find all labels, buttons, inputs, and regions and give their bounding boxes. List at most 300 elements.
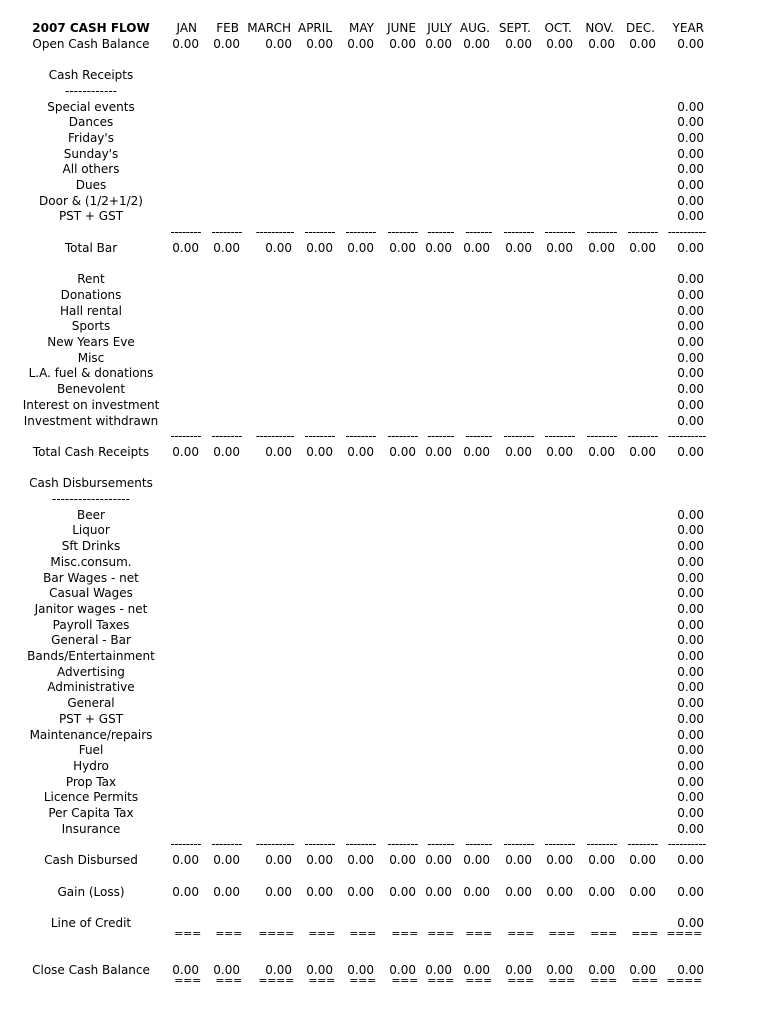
year-value: 0.00: [677, 915, 704, 930]
double-rule: ===: [174, 926, 201, 940]
table-row: [0, 130, 768, 146]
dash-rule: --------: [627, 837, 658, 852]
dash-rule: -------: [427, 837, 454, 852]
double-rule: ===: [349, 926, 376, 940]
dash-rule: --------: [345, 837, 376, 852]
blank-row: [0, 256, 768, 272]
row-label: Rent: [77, 272, 105, 287]
year-value: 0.00: [677, 99, 704, 114]
row-label: Bar Wages - net: [43, 570, 139, 585]
month-value: 0.00: [505, 884, 532, 899]
row-label: Investment withdrawn: [23, 413, 159, 428]
double-rule: ===: [308, 973, 335, 987]
table-row: [0, 570, 768, 586]
month-value: 0.00: [588, 853, 615, 868]
dash-rule: ----------: [255, 837, 294, 852]
month-header: JUNE: [387, 21, 416, 35]
month-header: FEB: [216, 21, 239, 35]
month-value: 0.00: [265, 444, 292, 459]
dash-rule: --------: [170, 225, 201, 240]
table-row: [0, 318, 768, 334]
month-value: 0.00: [425, 884, 452, 899]
table-row: [0, 208, 768, 224]
month-value: 0.00: [425, 963, 452, 977]
table-row: [0, 742, 768, 758]
month-value: 0.00: [425, 36, 452, 51]
row-label: Close Cash Balance: [32, 963, 150, 977]
table-row: [0, 36, 768, 52]
double-rule: ====: [258, 926, 294, 940]
month-value: 0.00: [389, 963, 416, 977]
table-row: [0, 240, 768, 256]
year-value: 0.00: [677, 664, 704, 679]
row-label: Administrative: [47, 680, 135, 695]
row-label: Licence Permits: [43, 790, 139, 805]
year-value: 0.00: [677, 774, 704, 789]
row-label: General - Bar: [51, 633, 131, 648]
month-value: 0.00: [306, 963, 333, 977]
row-label: New Years Eve: [47, 335, 135, 349]
double-rule: ===: [391, 926, 418, 940]
row-label: Payroll Taxes: [52, 617, 130, 632]
month-value: 0.00: [172, 36, 199, 51]
dash-rule: --------: [170, 837, 201, 852]
table-row: [0, 679, 768, 695]
row-label: Special events: [47, 99, 135, 114]
row-label: Misc.consum.: [50, 554, 132, 569]
row-label: Hall rental: [60, 303, 122, 318]
double-rule: ===: [174, 973, 201, 987]
row-label: Prop Tax: [65, 774, 117, 789]
row-label: Total Bar: [64, 240, 118, 255]
table-row: [0, 601, 768, 617]
double-rule: ===: [590, 926, 617, 940]
table-row: [0, 695, 768, 711]
year-value: 0.00: [677, 853, 704, 868]
month-value: 0.00: [505, 963, 532, 977]
row-label: Fuel: [78, 743, 104, 758]
month-header: JULY: [427, 21, 452, 35]
row-label: L.A. fuel & donations: [28, 366, 154, 381]
row-label: Total Cash Receipts: [32, 444, 150, 459]
table-row: [0, 114, 768, 130]
month-value: 0.00: [347, 853, 374, 868]
row-label: ------------------: [52, 492, 130, 506]
dash-rule: --------: [211, 225, 242, 240]
month-value: 0.00: [588, 36, 615, 51]
subtotal-rule: [0, 428, 768, 444]
year-value: 0.00: [677, 287, 704, 302]
year-value: 0.00: [677, 413, 704, 428]
double-rule: ===: [215, 926, 242, 940]
dash-rule: ----------: [255, 225, 294, 240]
dash-rule: --------: [544, 429, 575, 444]
row-label: Cash Disbursements: [29, 476, 153, 491]
double-rule: ===: [590, 973, 617, 987]
double-rule: ===: [465, 926, 492, 940]
row-label: Janitor wages - net: [34, 601, 148, 616]
month-value: 0.00: [629, 444, 656, 459]
dash-rule: --------: [211, 837, 242, 852]
year-value: 0.00: [677, 711, 704, 726]
month-value: 0.00: [588, 444, 615, 459]
year-value: 0.00: [677, 743, 704, 758]
row-label: General: [67, 696, 115, 711]
table-row: [0, 585, 768, 601]
year-value: 0.00: [677, 790, 704, 805]
table-row: [0, 350, 768, 366]
row-label: PST + GST: [58, 711, 124, 726]
dash-rule: -------: [427, 225, 454, 240]
month-value: 0.00: [306, 853, 333, 868]
double-rule: ====: [666, 973, 702, 987]
year-value: 0.00: [677, 586, 704, 601]
month-header: DEC.: [625, 21, 655, 35]
year-value: 0.00: [677, 130, 704, 145]
sheet-title: 2007 CASH FLOW: [32, 21, 150, 35]
row-label: Sunday's: [63, 146, 119, 161]
month-value: 0.00: [546, 884, 573, 899]
total-rule: [0, 973, 768, 989]
year-header: YEAR: [672, 21, 704, 35]
month-value: 0.00: [463, 240, 490, 255]
table-row: [0, 413, 768, 429]
table-row: [0, 884, 768, 900]
dash-rule: --------: [304, 429, 335, 444]
table-row: [0, 648, 768, 664]
month-value: 0.00: [588, 240, 615, 255]
table-row: [0, 805, 768, 821]
table-row: [0, 821, 768, 837]
year-value: 0.00: [677, 397, 704, 412]
month-value: 0.00: [347, 884, 374, 899]
double-rule: ===: [391, 973, 418, 987]
year-value: 0.00: [677, 601, 704, 616]
table-row: [0, 444, 768, 460]
subtotal-rule: [0, 224, 768, 240]
year-value: 0.00: [677, 649, 704, 663]
month-value: 0.00: [505, 240, 532, 255]
year-value: 0.00: [677, 617, 704, 632]
month-header: APRIL: [297, 21, 332, 35]
double-rule: ===: [427, 926, 454, 940]
table-row: [0, 774, 768, 790]
dash-rule: --------: [503, 429, 534, 444]
table-row: [0, 161, 768, 177]
table-row: [0, 758, 768, 774]
row-label: Advertising: [57, 664, 125, 679]
double-rule: ===: [548, 973, 575, 987]
row-label: Gain (Loss): [57, 884, 125, 899]
row-label: Cash Disbursed: [44, 853, 138, 868]
year-value: 0.00: [677, 680, 704, 695]
month-value: 0.00: [629, 884, 656, 899]
table-row: [0, 727, 768, 743]
year-value: 0.00: [677, 319, 704, 334]
dash-rule: --------: [387, 429, 418, 444]
blank-row: [0, 51, 768, 67]
year-value: 0.00: [677, 366, 704, 381]
table-row: [0, 664, 768, 680]
dash-rule: --------: [544, 837, 575, 852]
month-value: 0.00: [347, 240, 374, 255]
month-value: 0.00: [347, 36, 374, 51]
table-row: [0, 475, 768, 491]
row-label: PST + GST: [58, 209, 124, 224]
year-value: 0.00: [677, 36, 704, 51]
month-value: 0.00: [425, 444, 452, 459]
row-label: Beer: [77, 507, 105, 522]
month-value: 0.00: [347, 963, 374, 977]
row-label: Friday's: [68, 130, 114, 145]
month-value: 0.00: [213, 240, 240, 255]
month-value: 0.00: [425, 853, 452, 868]
dash-rule: ----------: [667, 429, 706, 444]
double-rule: ====: [666, 926, 702, 940]
year-value: 0.00: [677, 884, 704, 899]
month-value: 0.00: [172, 240, 199, 255]
dash-rule: --------: [387, 837, 418, 852]
row-label: Line of Credit: [50, 915, 132, 930]
table-row: [0, 789, 768, 805]
dash-rule: --------: [345, 429, 376, 444]
table-row: [0, 193, 768, 209]
month-value: 0.00: [347, 444, 374, 459]
month-value: 0.00: [265, 240, 292, 255]
dash-rule: --------: [503, 837, 534, 852]
month-value: 0.00: [306, 240, 333, 255]
row-label: Cash Receipts: [48, 68, 134, 83]
year-value: 0.00: [677, 444, 704, 459]
month-value: 0.00: [588, 884, 615, 899]
dash-rule: --------: [387, 225, 418, 240]
month-value: 0.00: [213, 963, 240, 977]
table-row: [0, 271, 768, 287]
month-value: 0.00: [588, 963, 615, 977]
month-value: 0.00: [463, 444, 490, 459]
double-rule: ===: [631, 926, 658, 940]
table-row: [0, 507, 768, 523]
month-value: 0.00: [389, 884, 416, 899]
year-value: 0.00: [677, 539, 704, 554]
double-rule: ===: [427, 973, 454, 987]
table-row: [0, 287, 768, 303]
month-value: 0.00: [463, 963, 490, 977]
month-value: 0.00: [389, 36, 416, 51]
month-value: 0.00: [389, 853, 416, 868]
table-row: [0, 365, 768, 381]
row-label: All others: [62, 162, 120, 177]
year-value: 0.00: [677, 240, 704, 255]
row-label: ------------: [65, 83, 117, 98]
dash-rule: --------: [627, 429, 658, 444]
month-value: 0.00: [172, 853, 199, 868]
month-value: 0.00: [389, 240, 416, 255]
dash-rule: -------: [427, 429, 454, 444]
year-value: 0.00: [677, 178, 704, 192]
dash-rule: --------: [586, 225, 617, 240]
row-label: Sft Drinks: [61, 539, 121, 554]
month-header: NOV.: [585, 21, 614, 35]
total-rule: [0, 926, 768, 942]
table-row: [0, 67, 768, 83]
year-value: 0.00: [677, 382, 704, 397]
month-header: MAY: [349, 21, 374, 35]
row-label: Per Capita Tax: [48, 806, 134, 820]
dash-rule: --------: [211, 429, 242, 444]
double-rule: ===: [349, 973, 376, 987]
table-row: [0, 334, 768, 350]
row-label: Donations: [60, 287, 122, 302]
dash-rule: --------: [627, 225, 658, 240]
row-label: Dues: [75, 178, 107, 192]
month-value: 0.00: [629, 963, 656, 977]
month-value: 0.00: [306, 884, 333, 899]
row-label: Bands/Entertainment: [27, 649, 155, 663]
double-rule: ===: [215, 973, 242, 987]
double-rule: ====: [258, 973, 294, 987]
month-value: 0.00: [265, 36, 292, 51]
row-label: Liquor: [72, 523, 110, 538]
dash-rule: --------: [170, 429, 201, 444]
month-value: 0.00: [546, 444, 573, 459]
month-value: 0.00: [389, 444, 416, 459]
row-label: Benevolent: [56, 382, 126, 397]
month-value: 0.00: [505, 444, 532, 459]
subtotal-rule: [0, 836, 768, 852]
year-value: 0.00: [677, 115, 704, 130]
row-label: Dances: [68, 115, 114, 130]
month-value: 0.00: [505, 853, 532, 868]
table-row: [0, 83, 768, 99]
month-header: SEPT.: [498, 21, 531, 35]
double-rule: ===: [631, 973, 658, 987]
dash-rule: --------: [586, 837, 617, 852]
month-value: 0.00: [546, 853, 573, 868]
month-value: 0.00: [172, 963, 199, 977]
year-value: 0.00: [677, 554, 704, 569]
year-value: 0.00: [677, 272, 704, 287]
dash-rule: --------: [304, 225, 335, 240]
double-rule: ===: [465, 973, 492, 987]
table-row: [0, 554, 768, 570]
year-value: 0.00: [677, 162, 704, 177]
year-value: 0.00: [677, 821, 704, 836]
table-row: [0, 491, 768, 507]
dash-rule: --------: [544, 225, 575, 240]
month-value: 0.00: [172, 884, 199, 899]
row-label: Misc: [77, 350, 105, 365]
blank-row: [0, 946, 768, 962]
row-label: Open Cash Balance: [32, 36, 150, 51]
month-value: 0.00: [213, 444, 240, 459]
year-value: 0.00: [677, 633, 704, 648]
table-row: [0, 852, 768, 868]
year-value: 0.00: [677, 335, 704, 349]
table-row: [0, 538, 768, 554]
year-value: 0.00: [677, 209, 704, 224]
dash-rule: ----------: [667, 225, 706, 240]
row-label: Sports: [71, 319, 111, 334]
table-row: [0, 146, 768, 162]
month-value: 0.00: [546, 36, 573, 51]
year-value: 0.00: [677, 963, 704, 977]
year-value: 0.00: [677, 696, 704, 711]
row-label: Hydro: [73, 758, 109, 773]
blank-row: [0, 868, 768, 884]
double-rule: ===: [308, 926, 335, 940]
table-row: [0, 303, 768, 319]
month-header: OCT.: [544, 21, 572, 35]
row-label: Maintenance/repairs: [29, 727, 153, 742]
year-value: 0.00: [677, 523, 704, 538]
dash-rule: -------: [465, 225, 492, 240]
table-row: [0, 397, 768, 413]
month-value: 0.00: [629, 240, 656, 255]
row-label: Interest on investment: [22, 397, 160, 412]
month-value: 0.00: [546, 963, 573, 977]
month-value: 0.00: [546, 240, 573, 255]
month-value: 0.00: [213, 36, 240, 51]
month-value: 0.00: [629, 36, 656, 51]
dash-rule: ----------: [255, 429, 294, 444]
month-value: 0.00: [463, 884, 490, 899]
double-rule: ===: [507, 973, 534, 987]
dash-rule: --------: [304, 837, 335, 852]
table-row: [0, 522, 768, 538]
table-row: [0, 617, 768, 633]
blank-row: [0, 899, 768, 915]
table-row: [0, 632, 768, 648]
month-value: 0.00: [306, 36, 333, 51]
month-value: 0.00: [213, 884, 240, 899]
month-value: 0.00: [265, 853, 292, 868]
table-row: [0, 381, 768, 397]
dash-rule: -------: [465, 429, 492, 444]
month-header: MARCH: [247, 21, 291, 35]
month-value: 0.00: [213, 853, 240, 868]
table-row: [0, 177, 768, 193]
year-value: 0.00: [677, 806, 704, 820]
month-value: 0.00: [172, 444, 199, 459]
dash-rule: --------: [586, 429, 617, 444]
double-rule: ===: [548, 926, 575, 940]
table-row: [0, 711, 768, 727]
header-row: [0, 20, 768, 36]
month-value: 0.00: [505, 36, 532, 51]
row-label: Insurance: [61, 821, 121, 836]
year-value: 0.00: [677, 193, 704, 208]
blank-row: [0, 460, 768, 476]
month-value: 0.00: [265, 963, 292, 977]
table-row: [0, 99, 768, 115]
month-header: JAN: [176, 21, 197, 35]
month-value: 0.00: [265, 884, 292, 899]
year-value: 0.00: [677, 146, 704, 161]
row-label: Casual Wages: [49, 586, 133, 601]
month-value: 0.00: [463, 853, 490, 868]
year-value: 0.00: [677, 350, 704, 365]
month-header: AUG.: [459, 21, 490, 35]
month-value: 0.00: [306, 444, 333, 459]
month-value: 0.00: [629, 853, 656, 868]
month-value: 0.00: [425, 240, 452, 255]
dash-rule: --------: [345, 225, 376, 240]
month-value: 0.00: [463, 36, 490, 51]
year-value: 0.00: [677, 570, 704, 585]
double-rule: ===: [507, 926, 534, 940]
year-value: 0.00: [677, 507, 704, 522]
